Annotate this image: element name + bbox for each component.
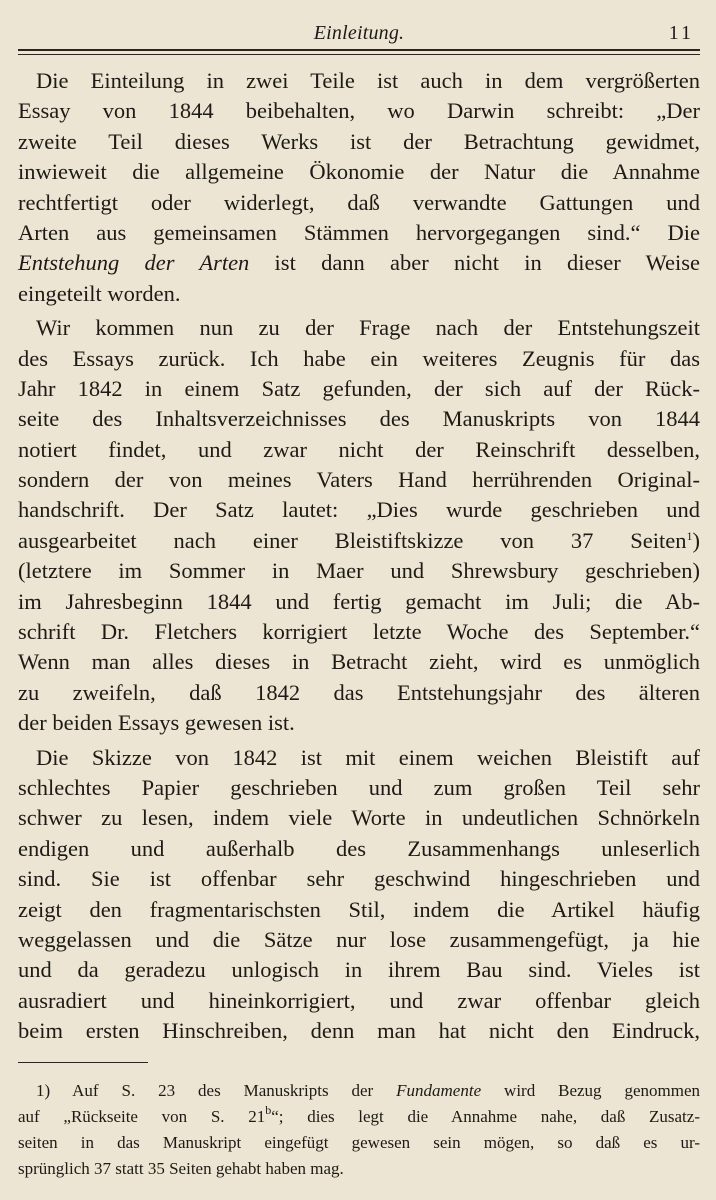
text-line: [18, 188, 700, 218]
text-line: [18, 526, 700, 556]
text-run: im Jahresbeginn 1844 und fertig gemacht im Juli; die Ab-: [18, 588, 700, 614]
text-run: zeigt den fragmentarischsten Stil, indem die Artikel häufig: [18, 896, 700, 922]
paragraph: [18, 313, 700, 738]
text-run: ausradiert und hineinkorrigiert, und zwar offenbar gleich: [18, 987, 700, 1013]
text-line: [18, 556, 700, 586]
text-line: [18, 587, 700, 617]
footnote-line: [18, 1156, 700, 1182]
italic-text: Entstehung der Arten: [18, 250, 250, 276]
text-line: [18, 708, 700, 738]
superscript: 1: [686, 528, 693, 543]
page-header: [18, 22, 700, 50]
footnote-line: [18, 1078, 700, 1104]
text-run: seite des Inhaltsverzeichnisses des Manuskripts von 1844: [18, 406, 700, 432]
body-text: [18, 66, 700, 1047]
text-line: [18, 404, 700, 434]
text-run: schwer zu lesen, indem viele Worte in undeutlichen Schnörkeln: [18, 805, 700, 831]
text-run: sind. Sie ist offenbar sehr geschwind hingeschrieben und: [18, 866, 700, 892]
text-run: wird Bezug genommen: [481, 1081, 700, 1100]
header-rule: [18, 49, 700, 55]
text-line: [18, 344, 700, 374]
text-run: ausgearbeitet nach einer Bleistiftskizze von 37 Seiten: [18, 527, 687, 553]
text-run: eingeteilt worden.: [18, 280, 181, 306]
text-run: Wenn man alles dieses in Betracht zieht, wird es unmöglich: [18, 649, 700, 675]
text-line: [18, 955, 700, 985]
footnote: [18, 1078, 700, 1182]
text-run: sprünglich 37 statt 35 Seiten gehabt haben mag.: [18, 1159, 344, 1178]
text-line: [18, 279, 700, 309]
text-run: endigen und außerhalb des Zusammenhangs unleserlich: [18, 835, 700, 861]
text-line: [18, 374, 700, 404]
text-run: ): [692, 527, 700, 553]
text-run: schlechtes Papier geschrieben und zum großen Teil sehr: [18, 774, 700, 800]
text-run: ist dann aber nicht in dieser Weise: [249, 250, 700, 276]
superscript: b: [265, 1103, 272, 1117]
text-line: [18, 1016, 700, 1046]
text-line: [18, 647, 700, 677]
text-run: Wir kommen nun zu der Frage nach der Entstehungszeit: [36, 315, 700, 341]
text-line: [18, 803, 700, 833]
text-run: Arten aus gemeinsamen Stämmen hervorgegangen sind.“ Die: [18, 219, 700, 245]
text-line: [18, 157, 700, 187]
running-title: Einleitung.: [313, 22, 405, 44]
text-line: [18, 248, 700, 278]
text-run: und da geradezu unlogisch in ihrem Bau sind. Vieles ist: [18, 957, 700, 983]
italic-text: Fundamente: [396, 1081, 482, 1100]
text-run: sondern der von meines Vaters Hand herrührenden Original-: [18, 467, 700, 493]
text-run: Die Skizze von 1842 ist mit einem weichen Bleistift auf: [36, 744, 700, 770]
footnote-line: [18, 1104, 700, 1130]
text-line: [18, 127, 700, 157]
text-line: [18, 218, 700, 248]
footnote-line: [18, 1130, 700, 1156]
paragraph: [18, 743, 700, 1047]
paragraph: [18, 66, 700, 309]
text-run: zu zweifeln, daß 1842 das Entstehungsjahr des älteren: [18, 679, 700, 705]
text-run: (letztere im Sommer in Maer und Shrewsbury geschrieben): [18, 558, 700, 584]
text-run: rechtfertigt oder widerlegt, daß verwandte Gattungen und: [18, 189, 700, 215]
text-line: [18, 986, 700, 1016]
text-run: beim ersten Hinschreiben, denn man hat nicht den Eindruck,: [18, 1018, 700, 1044]
text-line: [18, 617, 700, 647]
text-run: zweite Teil dieses Werks ist der Betrachtung gewidmet,: [18, 128, 700, 154]
text-run: auf „Rückseite von S. 21: [18, 1107, 266, 1126]
text-run: notiert findet, und zwar nicht der Reinschrift desselben,: [18, 436, 700, 462]
page-number: 11: [668, 22, 694, 44]
text-line: [18, 834, 700, 864]
text-run: weggelassen und die Sätze nur lose zusammengefügt, ja hie: [18, 926, 700, 952]
text-run: inwieweit die allgemeine Ökonomie der Natur die Annahme: [18, 159, 700, 185]
text-run: des Essays zurück. Ich habe ein weiteres Zeugnis für das: [18, 345, 700, 371]
text-line: [18, 678, 700, 708]
text-run: 1) Auf S. 23 des Manuskripts der: [36, 1081, 397, 1100]
text-line: [18, 743, 700, 773]
text-run: handschrift. Der Satz lautet: „Dies wurde geschrieben und: [18, 497, 700, 523]
text-run: der beiden Essays gewesen ist.: [18, 710, 295, 736]
text-run: Jahr 1842 in einem Satz gefunden, der sich auf der Rück-: [18, 375, 700, 401]
text-line: [18, 864, 700, 894]
text-line: [18, 435, 700, 465]
text-line: [18, 66, 700, 96]
text-line: [18, 96, 700, 126]
text-line: [18, 773, 700, 803]
text-run: “; dies legt die Annahme nahe, daß Zusatz-: [271, 1107, 700, 1126]
text-line: [18, 895, 700, 925]
text-line: [18, 925, 700, 955]
text-line: [18, 495, 700, 525]
text-line: [18, 465, 700, 495]
text-run: Die Einteilung in zwei Teile ist auch in dem vergrößerten: [36, 68, 700, 93]
text-run: Essay von 1844 beibehalten, wo Darwin schreibt: „Der: [18, 98, 700, 124]
text-line: [18, 313, 700, 343]
text-run: schrift Dr. Fletchers korrigiert letzte Woche des September.“: [18, 619, 700, 645]
footnote-rule: [18, 1062, 148, 1063]
text-run: seiten in das Manuskript eingefügt gewesen sein mögen, so daß es ur-: [18, 1133, 700, 1152]
